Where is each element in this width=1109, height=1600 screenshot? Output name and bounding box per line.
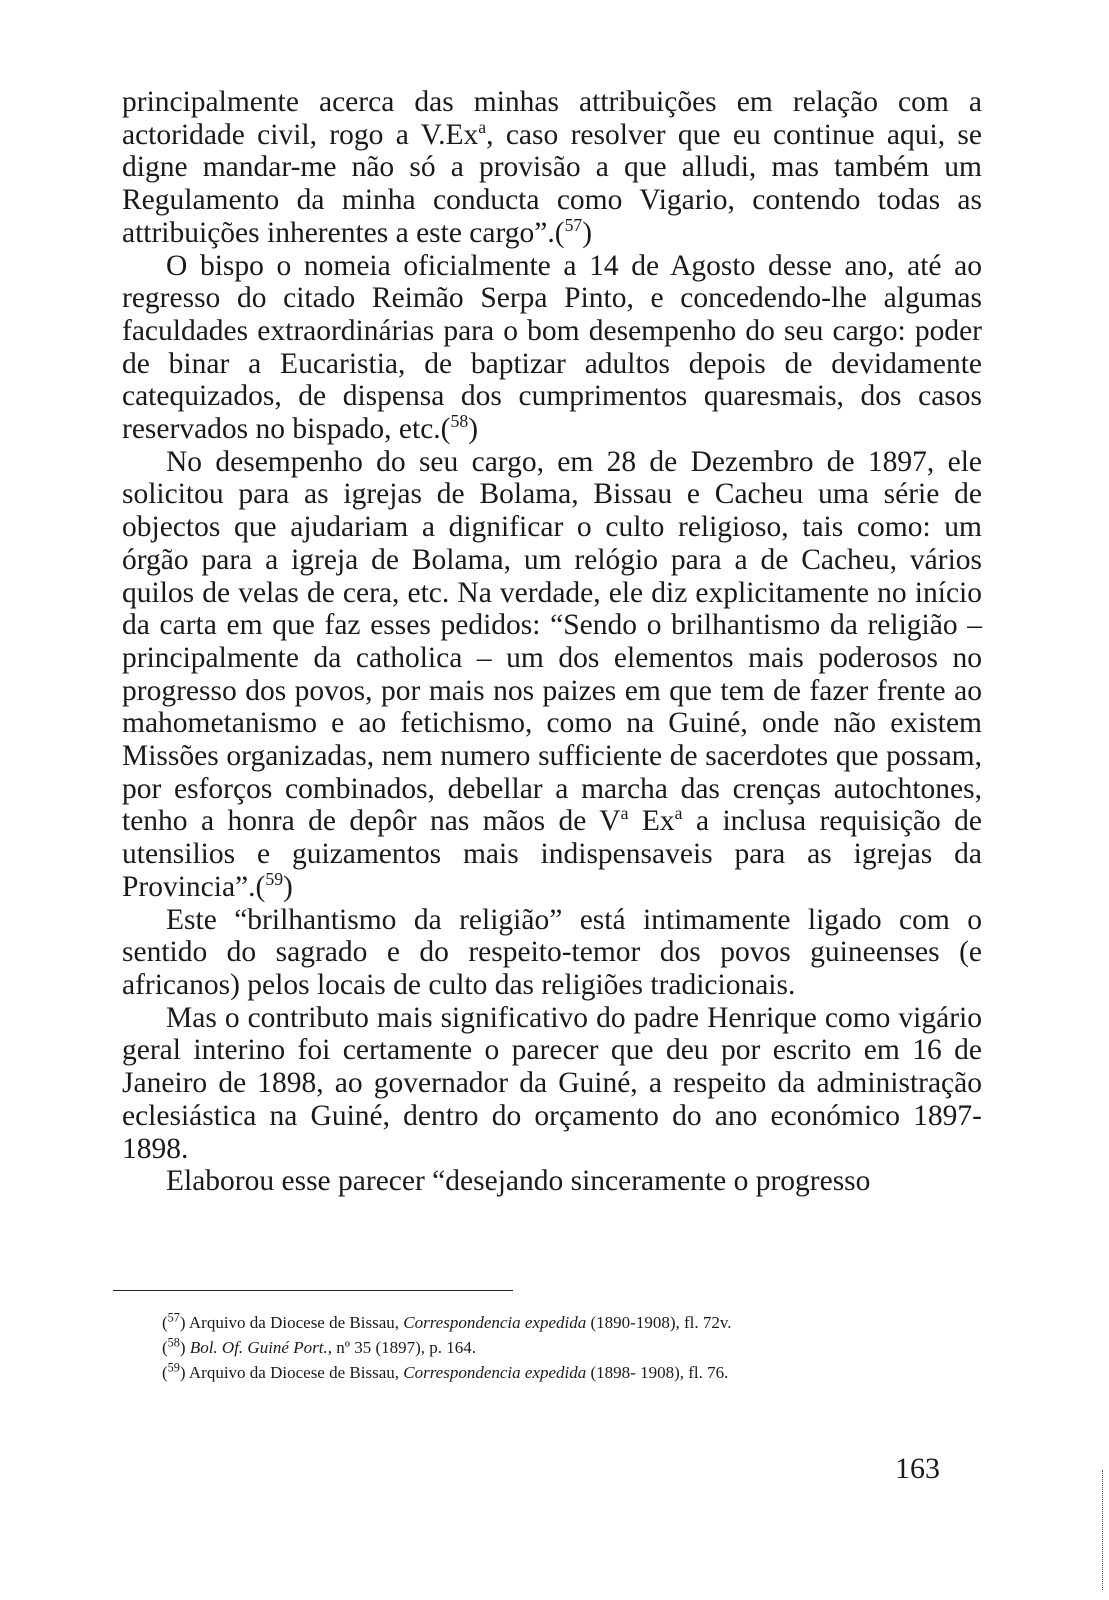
footnote-paren: ) — [179, 1363, 189, 1382]
paragraph-2 — [122, 250, 982, 446]
paragraph-1 — [122, 86, 982, 250]
footnote-number: 59 — [167, 1360, 180, 1375]
footnote-ref: 57 — [564, 214, 583, 235]
page-number: 163 — [895, 1452, 940, 1485]
footnote-paren: ( — [162, 1313, 168, 1332]
footnote-text: (1898- 1908), fl. 76. — [586, 1363, 729, 1382]
paragraph-text: , caso resolver que eu continue aqui, se digne mandar-me não só a provisão a que alludi, mas também um Regulamento da minha conducta como Vigario, contendo todas as attribuições inherentes a este cargo”.( — [122, 118, 982, 249]
paragraph-3 — [122, 446, 982, 904]
scan-edge-mark — [1102, 1470, 1103, 1590]
footnote-number: 57 — [167, 1310, 180, 1325]
paragraph-4 — [122, 904, 982, 1002]
footnote-58 — [162, 1335, 982, 1360]
footnote-59 — [162, 1360, 982, 1385]
paragraph-6 — [122, 1165, 982, 1198]
paragraph-text: No desempenho do seu cargo, em 28 de Dezembro de 1897, ele solicitou para as igrejas de Bolama, Bissau e Cacheu uma série de objectos que ajudariam a dignificar o culto religioso, tais como: um órgão para a igreja de Bolama, um relógio para a de Cacheu, vários quilos de velas de cera, etc. Na verdade, ele diz explicitamente no início da carta em que faz esses pedidos: “Sendo o brilhantismo da religião – principalmente da catholica – um dos elementos mais poderosos no progresso dos povos, por mais nos paizes em que tem de fazer frente ao mahometanismo e ao fetichismo, como na Guiné, onde não existem Missões organizadas, nem numero sufficiente de sacerdotes que possam, por esforços combinados, debellar a marcha das crenças autochtones, tenho a honra de depôr nas mãos de V — [122, 445, 982, 838]
footnote-divider — [113, 1290, 513, 1291]
superscript: a — [478, 116, 487, 137]
footnote-title: Correspondencia expedida — [403, 1313, 587, 1332]
footnotes — [162, 1310, 982, 1385]
superscript: a — [674, 803, 683, 824]
footnote-text: , nº 35 (1897), p. 164. — [327, 1338, 477, 1357]
footnote-paren: ) — [179, 1313, 189, 1332]
paragraph-text: Elaborou esse parecer “desejando sinceramente o progresso — [166, 1165, 871, 1198]
paragraph-text: Ex — [628, 805, 675, 838]
footnote-text: (1890-1908), fl. 72v. — [586, 1313, 732, 1332]
footnote-title: Correspondencia expedida — [403, 1363, 587, 1382]
paragraph-5 — [122, 1002, 982, 1166]
footnote-number: 58 — [167, 1335, 180, 1350]
paragraph-text: a inclusa requisição de utensilios e guizamentos mais indispensaveis para as igrejas da Provincia”.( — [122, 805, 982, 903]
superscript: a — [620, 803, 629, 824]
paragraph-text: ) — [283, 870, 293, 903]
footnote-paren: ) — [179, 1338, 190, 1357]
paragraph-text: Mas o contributo mais significativo do padre Henrique como vigário geral interino foi certamente o parecer que deu por escrito em 16 de Janeiro de 1898, ao governador da Guiné, a respeito da administração eclesiástica na Guiné, dentro do orçamento do ano económico 1897-1898. — [122, 1001, 982, 1165]
footnote-ref: 58 — [450, 411, 469, 432]
footnote-text: Arquivo da Diocese de Bissau, — [188, 1363, 404, 1382]
paragraph-text: Este “brilhantismo da religião” está intimamente ligado com o sentido do sagrado e do respeito-temor dos povos guineenses (e africanos) pelos locais de culto das religiões tradicionais. — [122, 903, 982, 1001]
paragraph-text: principalmente acerca das minhas attribuições em relação com a actoridade civil, rogo a V.Ex — [122, 86, 982, 151]
paragraph-text: ) — [468, 413, 479, 446]
footnote-57 — [162, 1310, 982, 1335]
footnote-title: Bol. Of. Guiné Port. — [189, 1338, 328, 1357]
paragraph-text: ) — [582, 216, 593, 249]
paragraph-text: O bispo o nomeia oficialmente a 14 de Agosto desse ano, até ao regresso do citado Reimão Serpa Pinto, e concedendo-lhe algumas faculdades extraordinárias para o bom desempenho do seu cargo: poder de binar a Eucaristia, de baptizar adultos depois de devidamente catequizados, de dispensa dos cumprimentos quaresmais, dos casos reservados no bispado, etc.( — [122, 249, 982, 446]
footnote-text: Arquivo da Diocese de Bissau, — [188, 1313, 404, 1332]
footnote-ref: 59 — [265, 869, 284, 890]
footnote-paren: ( — [162, 1338, 168, 1357]
footnote-paren: ( — [162, 1363, 168, 1382]
main-text — [122, 86, 982, 1198]
